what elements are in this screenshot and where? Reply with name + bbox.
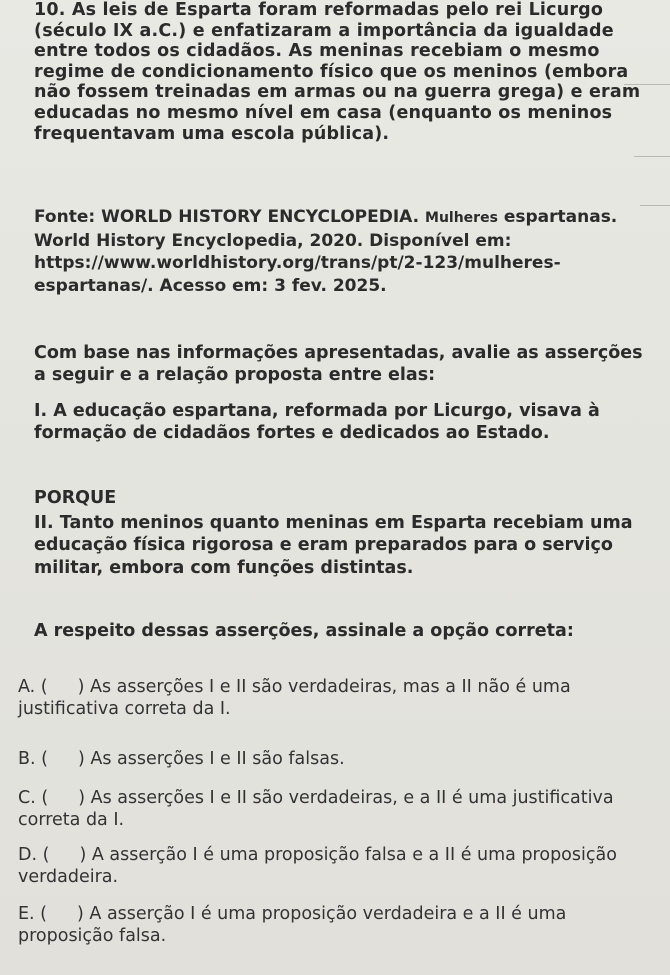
option-text: As asserções I e II são verdadeiras, mas a II não é uma justificativa correta da I. [18,677,571,719]
option-text: A asserção I é uma proposição falsa e a II é uma proposição verdadeira. [18,845,617,887]
option-text: As asserções I e II são verdadeiras, e a II é uma justificativa correta da I. [18,788,614,830]
source-rest: espartanas. World History Encyclopedia, 2020. Disponível em: https://www.worldhistory.org/trans/pt/2-123/mulheres-espartanas/. Acesso em: 3 fev. 2025. [34,207,618,296]
notebook-line [640,205,670,206]
assertion-two: II. Tanto meninos quanto meninas em Esparta recebiam uma educação física rigorosa e eram preparados para o serviço militar, embora com funções distintas. [34,513,633,578]
option-b[interactable] [18,748,643,770]
option-letter: B. ( [18,749,48,769]
option-letter: E. ( [18,904,48,924]
question-paragraph: 10. As leis de Esparta foram reformadas pelo rei Licurgo (século IX a.C.) e enfatizaram a importância da igualdade entre todos os cidadãos. As meninas recebiam o mesmo regime de condicionamento físico que os meninos (embora não fossem treinadas em armas ou na guerra grega) e eram educadas no mesmo nível em casa (enquanto os meninos frequentavam uma escola pública). [34,0,641,144]
option-d[interactable] [18,844,643,888]
option-c[interactable] [18,787,643,831]
source-citation [34,206,644,297]
option-close: ) [77,749,85,769]
option-letter: D. ( [18,845,50,865]
option-text: As asserções I e II são falsas. [90,749,345,769]
option-close: ) [77,677,85,697]
option-text: A asserção I é uma proposição verdadeira e a II é uma proposição falsa. [18,904,567,946]
option-close: ) [79,845,87,865]
connector-porque: PORQUE [34,488,117,508]
option-a[interactable] [18,676,643,720]
source-prefix: Fonte: WORLD HISTORY ENCYCLOPEDIA. [34,207,420,227]
option-letter: C. ( [18,788,49,808]
notebook-line [634,156,670,157]
instruction-text: Com base nas informações apresentadas, avalie as asserções a seguir e a relação proposta entre elas: [34,343,643,385]
question-prompt: A respeito dessas asserções, assinale a opção correta: [34,621,574,641]
option-close: ) [77,904,84,924]
option-letter: A. ( [18,677,48,697]
source-small-title: Mulheres [425,210,498,226]
option-e[interactable] [18,903,643,947]
option-close: ) [78,788,86,808]
assertion-one: I. A educação espartana, reformada por Licurgo, visava à formação de cidadãos fortes e dedicados ao Estado. [34,401,600,444]
